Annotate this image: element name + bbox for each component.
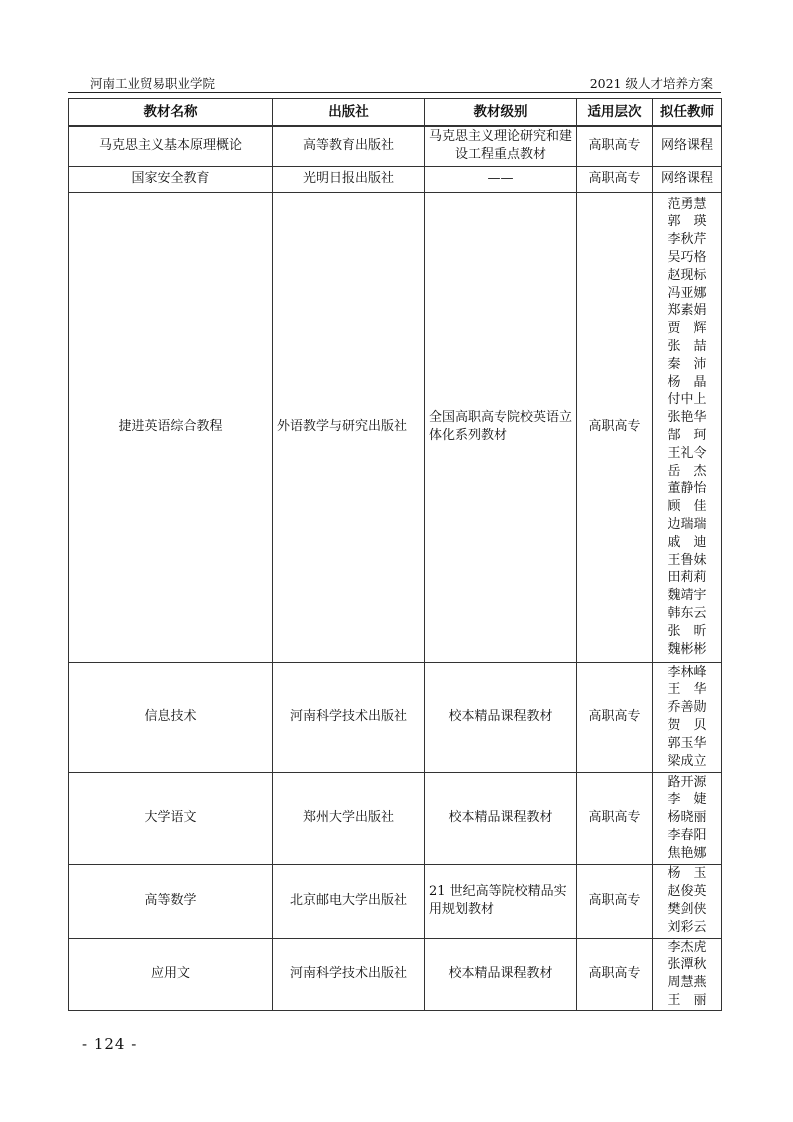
teacher-name: 张 昕 <box>667 623 707 639</box>
teacher-name: 吴巧格 <box>667 250 707 266</box>
teacher-name: 董静怡 <box>667 481 707 497</box>
teacher-name: 顾 佳 <box>667 499 707 515</box>
textbook-level: 全国高职高专院校英语立体化系列教材 <box>425 192 577 662</box>
textbook-level: 校本精品课程教材 <box>425 772 577 864</box>
applicable-scope: 高职高专 <box>577 166 653 192</box>
document-title: 2021 级人才培养方案 <box>589 76 713 91</box>
teacher-name: 郭玉华 <box>667 735 707 751</box>
teacher-name: 赵俊英 <box>667 884 707 900</box>
textbook-name: 应用文 <box>69 938 273 1010</box>
teacher-name: 网络课程 <box>660 138 713 154</box>
teacher-name: 路开源 <box>667 774 707 790</box>
teacher-name: 郭 瑛 <box>667 214 707 230</box>
column-header-name: 教材名称 <box>69 99 273 127</box>
teacher-name: 王鲁妹 <box>667 552 707 568</box>
teacher-name: 边瑞瑞 <box>667 516 707 532</box>
table-row <box>69 864 722 938</box>
teacher-name: 魏靖宇 <box>667 588 707 604</box>
page-number: - 124 - <box>82 1035 138 1053</box>
table-row <box>69 772 722 864</box>
teacher-name: 冯亚娜 <box>667 285 707 301</box>
teacher-name: 网络课程 <box>660 171 713 187</box>
teacher-name: 王 华 <box>667 682 707 698</box>
publisher: 北京邮电大学出版社 <box>273 864 425 938</box>
textbook-name: 国家安全教育 <box>69 166 273 192</box>
teacher-name: 付中上 <box>667 392 707 408</box>
table-row <box>69 662 722 772</box>
textbook-level: 马克思主义理论研究和建设工程重点教材 <box>425 126 577 166</box>
teachers-cell <box>653 166 722 192</box>
applicable-scope: 高职高专 <box>577 126 653 166</box>
textbook-level: 校本精品课程教材 <box>425 938 577 1010</box>
teachers-cell <box>653 662 722 772</box>
teacher-name: 杨 晶 <box>667 374 707 390</box>
teachers-cell <box>653 192 722 662</box>
textbook-name: 大学语文 <box>69 772 273 864</box>
teacher-name: 郑素娟 <box>667 303 707 319</box>
teacher-name: 贺 贝 <box>667 718 707 733</box>
teacher-name: 杨晓丽 <box>667 810 707 826</box>
teacher-name: 秦 沛 <box>667 356 707 372</box>
table-row <box>69 166 722 192</box>
teacher-name: 范勇慧 <box>667 196 707 212</box>
table-header-row <box>69 99 722 127</box>
textbook-name: 马克思主义基本原理概论 <box>69 126 273 166</box>
teacher-name: 赵现标 <box>667 267 707 283</box>
teacher-name: 魏彬彬 <box>667 641 707 657</box>
column-header-teachers: 拟任教师 <box>653 99 722 127</box>
teacher-name: 李秋芹 <box>667 232 707 248</box>
teacher-name: 梁成立 <box>667 753 707 769</box>
teacher-name: 李 婕 <box>667 792 707 808</box>
textbook-name: 捷进英语综合教程 <box>69 192 273 662</box>
textbook-name: 信息技术 <box>69 662 273 772</box>
teacher-name: 焦艳娜 <box>667 845 707 861</box>
column-header-scope: 适用层次 <box>577 99 653 127</box>
teachers-cell <box>653 864 722 938</box>
teachers-cell <box>653 938 722 1010</box>
teacher-name: 张 喆 <box>667 339 707 355</box>
teacher-name: 王礼令 <box>667 445 707 461</box>
teacher-name: 张潭秋 <box>667 957 707 973</box>
textbook-table <box>68 98 722 1011</box>
applicable-scope: 高职高专 <box>577 772 653 864</box>
table-row <box>69 938 722 1010</box>
table-row <box>69 192 722 662</box>
textbook-level: —— <box>425 166 577 192</box>
publisher: 郑州大学出版社 <box>273 772 425 864</box>
teacher-name: 李春阳 <box>667 827 707 843</box>
teacher-name: 樊剑侠 <box>667 902 707 917</box>
publisher: 外语教学与研究出版社 <box>273 192 425 662</box>
column-header-level: 教材级别 <box>425 99 577 127</box>
teacher-name: 乔善勋 <box>667 700 707 716</box>
teachers-cell <box>653 772 722 864</box>
applicable-scope: 高职高专 <box>577 662 653 772</box>
table-row <box>69 126 722 166</box>
header-rule <box>68 92 721 93</box>
teacher-name: 李杰虎 <box>667 939 707 955</box>
applicable-scope: 高职高专 <box>577 938 653 1010</box>
school-name: 河南工业贸易职业学院 <box>90 76 216 91</box>
teacher-name: 韩东云 <box>667 605 707 621</box>
applicable-scope: 高职高专 <box>577 192 653 662</box>
column-header-publisher: 出版社 <box>273 99 425 127</box>
textbook-level: 校本精品课程教材 <box>425 662 577 772</box>
textbook-level: 21 世纪高等院校精品实用规划教材 <box>425 864 577 938</box>
teacher-name: 李林峰 <box>667 664 707 680</box>
teachers-cell <box>653 126 722 166</box>
teacher-name: 戚 迪 <box>667 534 707 550</box>
textbook-name: 高等数学 <box>69 864 273 938</box>
publisher: 光明日报出版社 <box>273 166 425 192</box>
teacher-name: 贾 辉 <box>667 321 707 337</box>
page-header <box>68 72 721 92</box>
publisher: 河南科学技术出版社 <box>273 938 425 1010</box>
teacher-name: 张艳华 <box>667 410 707 426</box>
teacher-name: 岳 杰 <box>667 463 707 479</box>
teacher-name: 刘彩云 <box>667 919 707 935</box>
teacher-name: 田莉莉 <box>667 570 707 586</box>
teacher-name: 王 丽 <box>667 992 707 1008</box>
applicable-scope: 高职高专 <box>577 864 653 938</box>
publisher: 河南科学技术出版社 <box>273 662 425 772</box>
publisher: 高等教育出版社 <box>273 126 425 166</box>
teacher-name: 杨 玉 <box>667 866 707 882</box>
teacher-name: 郜 珂 <box>667 428 707 443</box>
teacher-name: 周慧燕 <box>667 975 707 991</box>
